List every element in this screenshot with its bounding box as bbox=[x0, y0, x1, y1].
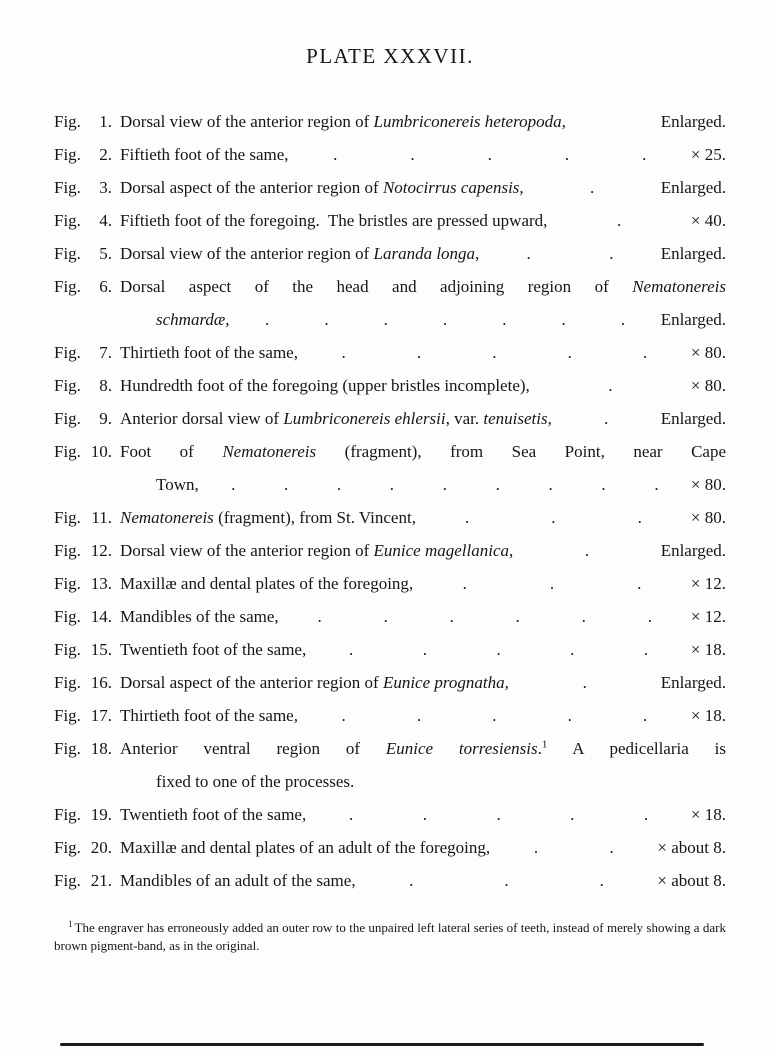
figure-label-word: Fig. bbox=[54, 409, 81, 428]
leader-dot: . bbox=[492, 343, 497, 362]
leader-dots bbox=[521, 534, 652, 567]
figure-label bbox=[54, 831, 112, 864]
leader-dot: . bbox=[643, 343, 648, 362]
description-segment: Notocirrus capensis bbox=[382, 178, 520, 197]
figure-description bbox=[120, 171, 524, 204]
leader-dot: . bbox=[581, 607, 586, 626]
leader-dot: . bbox=[416, 706, 422, 725]
figure-description bbox=[120, 138, 289, 171]
description-segment: Mandibles of the same, bbox=[120, 607, 279, 626]
figure-label bbox=[54, 402, 112, 435]
figure-label-word: Fig. bbox=[54, 838, 81, 857]
figure-label bbox=[54, 633, 112, 666]
description-segment: Lumbriconereis heteropoda bbox=[373, 112, 562, 131]
footnote bbox=[54, 919, 726, 955]
leader-dot: . bbox=[599, 871, 604, 890]
leader-dot: . bbox=[654, 475, 659, 494]
leader-dot: . bbox=[608, 376, 613, 395]
figure-number: 17. bbox=[90, 706, 112, 725]
figure-label bbox=[54, 501, 112, 534]
leader-dot: . bbox=[567, 343, 572, 362]
leader-dot: . bbox=[604, 409, 609, 428]
magnification: × 80. bbox=[690, 475, 726, 494]
leader-dot: . bbox=[333, 145, 338, 164]
figure-number: 7. bbox=[99, 343, 112, 362]
leader-dots bbox=[560, 402, 653, 435]
leader-dot: . bbox=[504, 871, 509, 890]
leader-dot: . bbox=[283, 475, 289, 494]
figure-label-word: Fig. bbox=[54, 739, 81, 758]
leader-dots bbox=[306, 336, 683, 369]
leader-dot: . bbox=[533, 838, 539, 857]
description-segment: , bbox=[509, 541, 514, 560]
leader-dot: . bbox=[389, 475, 395, 494]
description-segment: Eunice torresiensis bbox=[385, 739, 538, 758]
leader-dot: . bbox=[442, 475, 447, 494]
figure-number: 12. bbox=[90, 541, 112, 560]
description-segment: Dorsal aspect of the head and adjoining region of bbox=[120, 277, 633, 296]
figure-label bbox=[54, 105, 112, 138]
figure-label-word: Fig. bbox=[54, 343, 81, 362]
leader-dots bbox=[424, 501, 683, 534]
leader-dot: . bbox=[643, 640, 649, 659]
figure-label bbox=[54, 666, 112, 699]
leader-dot: . bbox=[496, 805, 501, 824]
figure-description bbox=[156, 468, 199, 501]
figure-label bbox=[54, 369, 112, 402]
leader-dots bbox=[306, 699, 683, 732]
description-segment: , bbox=[561, 112, 566, 131]
description-segment: Foot of bbox=[120, 442, 223, 461]
figure-description bbox=[120, 435, 726, 468]
figure-row bbox=[54, 402, 726, 435]
leader-dot: . bbox=[564, 145, 570, 164]
figure-label bbox=[54, 534, 112, 567]
figure-label-word: Fig. bbox=[54, 277, 81, 296]
leader-dot: . bbox=[526, 244, 531, 263]
description-segment: Laranda longa bbox=[373, 244, 476, 263]
figure-row bbox=[54, 666, 726, 699]
leader-dot: . bbox=[570, 805, 575, 824]
description-segment: Twentieth foot of the same, bbox=[120, 805, 307, 824]
figure-description bbox=[120, 534, 513, 567]
leader-dot: . bbox=[637, 508, 642, 527]
description-segment: Dorsal view of the anterior region of bbox=[120, 112, 374, 131]
leader-dot: . bbox=[383, 310, 388, 329]
figure-row bbox=[54, 501, 726, 534]
figure-description bbox=[120, 798, 306, 831]
leader-dot: . bbox=[442, 310, 448, 329]
leader-dots bbox=[364, 864, 650, 897]
description-segment: Fiftieth foot of the foregoing. The bristles are pressed upward, bbox=[120, 211, 548, 230]
figure-row bbox=[54, 468, 726, 501]
leader-dots bbox=[532, 171, 653, 204]
magnification: × 18. bbox=[690, 805, 726, 824]
leader-dot: . bbox=[582, 673, 587, 692]
leader-dot: . bbox=[496, 640, 501, 659]
magnification: × 18. bbox=[690, 706, 726, 725]
figure-number: 5. bbox=[99, 244, 112, 263]
figure-label bbox=[54, 732, 112, 765]
leader-dots bbox=[487, 237, 652, 270]
figure-number: 19. bbox=[90, 805, 112, 824]
figure-label bbox=[54, 864, 112, 897]
figure-row bbox=[54, 699, 726, 732]
leader-dot: . bbox=[265, 310, 270, 329]
plate-title: PLATE XXXVII. bbox=[306, 44, 474, 68]
figure-description bbox=[120, 105, 566, 138]
magnification: Enlarged. bbox=[660, 310, 726, 329]
figure-row bbox=[54, 765, 726, 798]
description-segment: Eunice magellanica bbox=[373, 541, 509, 560]
description-segment: Lumbriconereis ehlersii bbox=[283, 409, 446, 428]
figure-row bbox=[54, 633, 726, 666]
figure-number: 6. bbox=[99, 277, 112, 296]
figure-list bbox=[54, 105, 726, 897]
leader-dot: . bbox=[567, 706, 572, 725]
figure-description bbox=[120, 831, 490, 864]
figure-number: 21. bbox=[90, 871, 112, 890]
magnification: × 25. bbox=[690, 145, 726, 164]
figure-label bbox=[54, 567, 112, 600]
leader-dot: . bbox=[449, 607, 454, 626]
leader-dot: . bbox=[462, 574, 467, 593]
description-segment: , var. bbox=[445, 409, 484, 428]
description-segment: Fiftieth foot of the same, bbox=[120, 145, 289, 164]
figure-label-word: Fig. bbox=[54, 607, 81, 626]
leader-dot: . bbox=[609, 838, 614, 857]
figure-number: 16. bbox=[90, 673, 112, 692]
leader-dot: . bbox=[409, 871, 414, 890]
description-segment: , bbox=[225, 310, 230, 329]
figure-label bbox=[54, 270, 112, 303]
figure-label-word: Fig. bbox=[54, 508, 81, 527]
figure-description bbox=[120, 567, 413, 600]
figure-description bbox=[120, 336, 298, 369]
leader-dot: . bbox=[551, 508, 556, 527]
description-segment: Hundredth foot of the foregoing (upper bristles incomplete), bbox=[120, 376, 530, 395]
magnification: Enlarged. bbox=[660, 244, 726, 263]
figure-label-word: Fig. bbox=[54, 442, 81, 461]
figure-number: 1. bbox=[99, 112, 112, 131]
figure-description bbox=[120, 237, 479, 270]
footnote-text: The engraver has erroneously added an outer row to the unpaired left lateral series of teeth, instead of merely showing a dark brown pigment-band, as in the original. bbox=[54, 920, 726, 953]
figure-row bbox=[54, 336, 726, 369]
description-segment: Anterior ventral region of bbox=[120, 739, 386, 758]
leader-dot: . bbox=[590, 178, 595, 197]
figure-description bbox=[120, 600, 279, 633]
leader-dots bbox=[538, 369, 683, 402]
figure-label-word: Fig. bbox=[54, 112, 81, 131]
leader-dot: . bbox=[549, 574, 555, 593]
magnification: Enlarged. bbox=[660, 178, 726, 197]
figure-label bbox=[54, 798, 112, 831]
figure-description bbox=[120, 732, 726, 765]
magnification: × 80. bbox=[690, 508, 726, 527]
leader-dot: . bbox=[231, 475, 236, 494]
figure-row bbox=[54, 534, 726, 567]
leader-dot: . bbox=[383, 607, 388, 626]
magnification: × about 8. bbox=[657, 838, 726, 857]
leader-dots bbox=[498, 831, 649, 864]
leader-dot: . bbox=[548, 475, 553, 494]
description-segment: tenuisetis bbox=[483, 409, 548, 428]
leader-dot: . bbox=[487, 145, 492, 164]
figure-label bbox=[54, 699, 112, 732]
description-segment: Dorsal view of the anterior region of bbox=[120, 541, 374, 560]
figure-description bbox=[120, 633, 306, 666]
figure-label-word: Fig. bbox=[54, 706, 81, 725]
leader-dots bbox=[207, 468, 683, 501]
description-segment: , bbox=[547, 409, 552, 428]
footnote-reference: 1 bbox=[541, 738, 548, 751]
figure-row bbox=[54, 864, 726, 897]
figure-number: 10. bbox=[90, 442, 112, 461]
figure-label-word: Fig. bbox=[54, 211, 81, 230]
description-segment: Nematonereis bbox=[632, 277, 726, 296]
figure-description bbox=[120, 270, 726, 303]
figure-number: 13. bbox=[90, 574, 112, 593]
figure-number: 20. bbox=[90, 838, 112, 857]
figure-row bbox=[54, 732, 726, 765]
figure-description bbox=[120, 204, 547, 237]
figure-label-word: Fig. bbox=[54, 541, 81, 560]
leader-dot: . bbox=[348, 805, 354, 824]
figure-row bbox=[54, 798, 726, 831]
figure-label bbox=[54, 204, 112, 237]
figure-row bbox=[54, 369, 726, 402]
figure-label-word: Fig. bbox=[54, 673, 81, 692]
figure-row bbox=[54, 831, 726, 864]
figure-label-word: Fig. bbox=[54, 574, 81, 593]
description-segment: schmardæ bbox=[156, 310, 226, 329]
description-segment: Anterior dorsal view of bbox=[120, 409, 284, 428]
magnification: Enlarged. bbox=[660, 112, 726, 131]
figure-description bbox=[120, 864, 356, 897]
figure-number: 8. bbox=[99, 376, 112, 395]
scan-edge-artifact bbox=[60, 1043, 704, 1046]
leader-dots bbox=[517, 666, 653, 699]
magnification: × 12. bbox=[690, 607, 726, 626]
figure-row bbox=[54, 303, 726, 336]
figure-number: 14. bbox=[90, 607, 112, 626]
description-segment: , bbox=[475, 244, 480, 263]
leader-dot: . bbox=[601, 475, 606, 494]
leader-dot: . bbox=[561, 310, 566, 329]
figure-row bbox=[54, 567, 726, 600]
figure-number: 3. bbox=[99, 178, 112, 197]
figure-row bbox=[54, 600, 726, 633]
figure-number: 15. bbox=[90, 640, 112, 659]
description-segment: Twentieth foot of the same, bbox=[120, 640, 307, 659]
leader-dots bbox=[238, 303, 653, 336]
figure-number: 18. bbox=[90, 739, 112, 758]
description-segment: Thirtieth foot of the same, bbox=[120, 343, 298, 362]
figure-number: 9. bbox=[99, 409, 112, 428]
footnote-marker: 1 bbox=[68, 918, 73, 929]
magnification: × about 8. bbox=[657, 871, 726, 890]
leader-dot: . bbox=[495, 475, 500, 494]
leader-dot: . bbox=[348, 640, 354, 659]
description-segment: Eunice prognatha bbox=[382, 673, 505, 692]
description-segment: , bbox=[519, 178, 524, 197]
figure-description bbox=[156, 765, 354, 798]
description-segment: Dorsal aspect of the anterior region of bbox=[120, 178, 383, 197]
figure-row bbox=[54, 171, 726, 204]
leader-dot: . bbox=[422, 805, 427, 824]
figure-row bbox=[54, 435, 726, 468]
figure-row bbox=[54, 138, 726, 171]
figure-label-word: Fig. bbox=[54, 640, 81, 659]
magnification: Enlarged. bbox=[660, 409, 726, 428]
figure-label bbox=[54, 336, 112, 369]
leader-dot: . bbox=[324, 310, 329, 329]
leader-dots bbox=[297, 138, 683, 171]
leader-dot: . bbox=[502, 310, 507, 329]
description-segment: fixed to one of the processes. bbox=[156, 772, 355, 791]
figure-row bbox=[54, 237, 726, 270]
figure-row bbox=[54, 204, 726, 237]
leader-dot: . bbox=[317, 607, 322, 626]
magnification: × 18. bbox=[690, 640, 726, 659]
magnification: × 80. bbox=[690, 343, 726, 362]
leader-dot: . bbox=[570, 640, 575, 659]
description-segment: Maxillæ and dental plates of an adult of the foregoing, bbox=[120, 838, 491, 857]
leader-dots bbox=[287, 600, 683, 633]
magnification: × 40. bbox=[690, 211, 726, 230]
leader-dot: . bbox=[410, 145, 415, 164]
magnification: Enlarged. bbox=[660, 673, 726, 692]
leader-dot: . bbox=[643, 805, 649, 824]
description-segment: Town, bbox=[156, 475, 199, 494]
figure-description bbox=[120, 501, 416, 534]
leader-dot: . bbox=[336, 475, 342, 494]
figure-row bbox=[54, 270, 726, 303]
figure-label-word: Fig. bbox=[54, 145, 81, 164]
description-segment: Dorsal aspect of the anterior region of bbox=[120, 673, 383, 692]
leader-dots bbox=[314, 633, 683, 666]
figure-description bbox=[120, 699, 298, 732]
magnification: × 80. bbox=[690, 376, 726, 395]
description-segment: Thirtieth foot of the same, bbox=[120, 706, 298, 725]
description-segment: Dorsal view of the anterior region of bbox=[120, 244, 374, 263]
description-segment: (fragment), from Sea Point, near Cape bbox=[316, 442, 726, 461]
figure-label-word: Fig. bbox=[54, 871, 81, 890]
leader-dot: . bbox=[464, 508, 470, 527]
leader-dots bbox=[555, 204, 682, 237]
figure-row bbox=[54, 105, 726, 138]
leader-dot: . bbox=[341, 343, 346, 362]
description-segment: Nematonereis bbox=[222, 442, 317, 461]
leader-dots bbox=[314, 798, 683, 831]
figure-label bbox=[54, 435, 112, 468]
description-segment: Mandibles of an adult of the same, bbox=[120, 871, 356, 890]
description-segment: . bbox=[537, 739, 542, 758]
leader-dots bbox=[421, 567, 683, 600]
figure-number: 2. bbox=[99, 145, 112, 164]
description-segment: , bbox=[504, 673, 509, 692]
leader-dot: . bbox=[637, 574, 642, 593]
figure-label bbox=[54, 600, 112, 633]
figure-number: 11. bbox=[91, 508, 112, 527]
figure-label-word: Fig. bbox=[54, 376, 81, 395]
description-segment: Maxillæ and dental plates of the foregoing, bbox=[120, 574, 414, 593]
leader-dot: . bbox=[642, 145, 647, 164]
figure-description bbox=[120, 369, 530, 402]
figure-label bbox=[54, 138, 112, 171]
leader-dot: . bbox=[609, 244, 614, 263]
leader-dot: . bbox=[416, 343, 422, 362]
description-segment: A pedicellaria is bbox=[547, 739, 726, 758]
magnification: × 12. bbox=[690, 574, 726, 593]
leader-dot: . bbox=[492, 706, 497, 725]
figure-label bbox=[54, 237, 112, 270]
leader-dot: . bbox=[647, 607, 652, 626]
figure-label bbox=[54, 171, 112, 204]
figure-label-word: Fig. bbox=[54, 178, 81, 197]
leader-dot: . bbox=[617, 211, 622, 230]
figure-label-word: Fig. bbox=[54, 244, 81, 263]
leader-dot: . bbox=[584, 541, 590, 560]
leader-dot: . bbox=[422, 640, 427, 659]
figure-label-word: Fig. bbox=[54, 805, 81, 824]
leader-dot: . bbox=[620, 310, 626, 329]
figure-description bbox=[120, 402, 552, 435]
magnification: Enlarged. bbox=[660, 541, 726, 560]
description-segment: (fragment), from St. Vincent, bbox=[213, 508, 416, 527]
leader-dot: . bbox=[515, 607, 520, 626]
figure-description bbox=[120, 666, 509, 699]
leader-dot: . bbox=[643, 706, 648, 725]
figure-description bbox=[156, 303, 230, 336]
leader-dot: . bbox=[341, 706, 346, 725]
description-segment: Nematonereis bbox=[120, 508, 214, 527]
figure-number: 4. bbox=[99, 211, 112, 230]
